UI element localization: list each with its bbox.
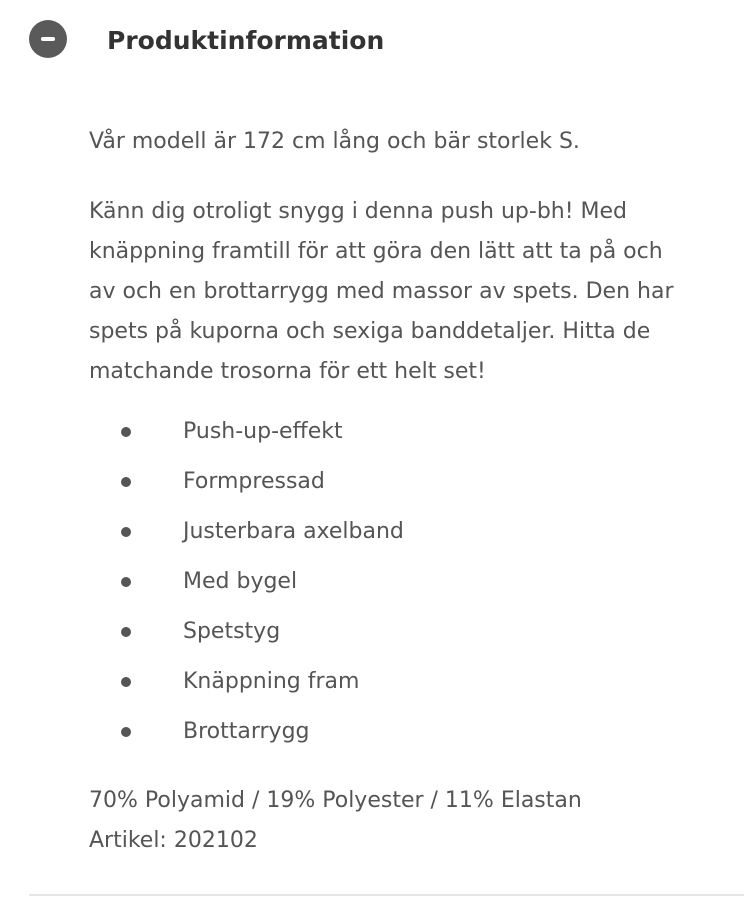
bullet-icon — [121, 477, 131, 487]
description-line: Känn dig otroligt snygg i denna push up-bh! Med — [89, 199, 628, 224]
article-number: Artikel: 202102 — [89, 828, 258, 853]
product-description — [89, 192, 729, 392]
feature-text: Justerbara axelband — [183, 519, 404, 544]
feature-item — [89, 462, 729, 512]
description-line: matchande trosorna för ett helt set! — [89, 359, 486, 384]
material-composition: 70% Polyamid / 19% Polyester / 11% Elastan — [89, 788, 582, 813]
bullet-icon — [121, 727, 131, 737]
bullet-icon — [121, 427, 131, 437]
section-title: Produktinformation — [107, 26, 385, 55]
description-line: spets på kuporna och sexiga banddetaljer. Hitta de — [89, 319, 651, 344]
feature-item — [89, 712, 729, 762]
bullet-icon — [121, 527, 131, 537]
feature-text: Spetstyg — [183, 619, 281, 644]
minus-circle-icon[interactable] — [29, 20, 67, 58]
product-info-accordion-header[interactable] — [0, 0, 744, 84]
feature-text: Brottarrygg — [183, 719, 310, 744]
feature-item — [89, 612, 729, 662]
feature-item — [89, 562, 729, 612]
feature-list — [89, 412, 729, 762]
feature-item — [89, 512, 729, 562]
feature-text: Push-up-effekt — [183, 419, 343, 444]
model-size-note: Vår modell är 172 cm lång och bär storlek S. — [89, 129, 580, 154]
minus-bar — [41, 37, 55, 41]
feature-text: Formpressad — [183, 469, 325, 494]
feature-text: Knäppning fram — [183, 669, 360, 694]
section-divider — [29, 894, 744, 896]
feature-item — [89, 412, 729, 462]
description-line: knäppning framtill för att göra den lätt att ta på och — [89, 239, 663, 264]
bullet-icon — [121, 677, 131, 687]
description-line: av och en brottarrygg med massor av spets. Den har — [89, 279, 674, 304]
feature-text: Med bygel — [183, 569, 298, 594]
bullet-icon — [121, 627, 131, 637]
product-info-content — [89, 122, 729, 861]
bullet-icon — [121, 577, 131, 587]
feature-item — [89, 662, 729, 712]
